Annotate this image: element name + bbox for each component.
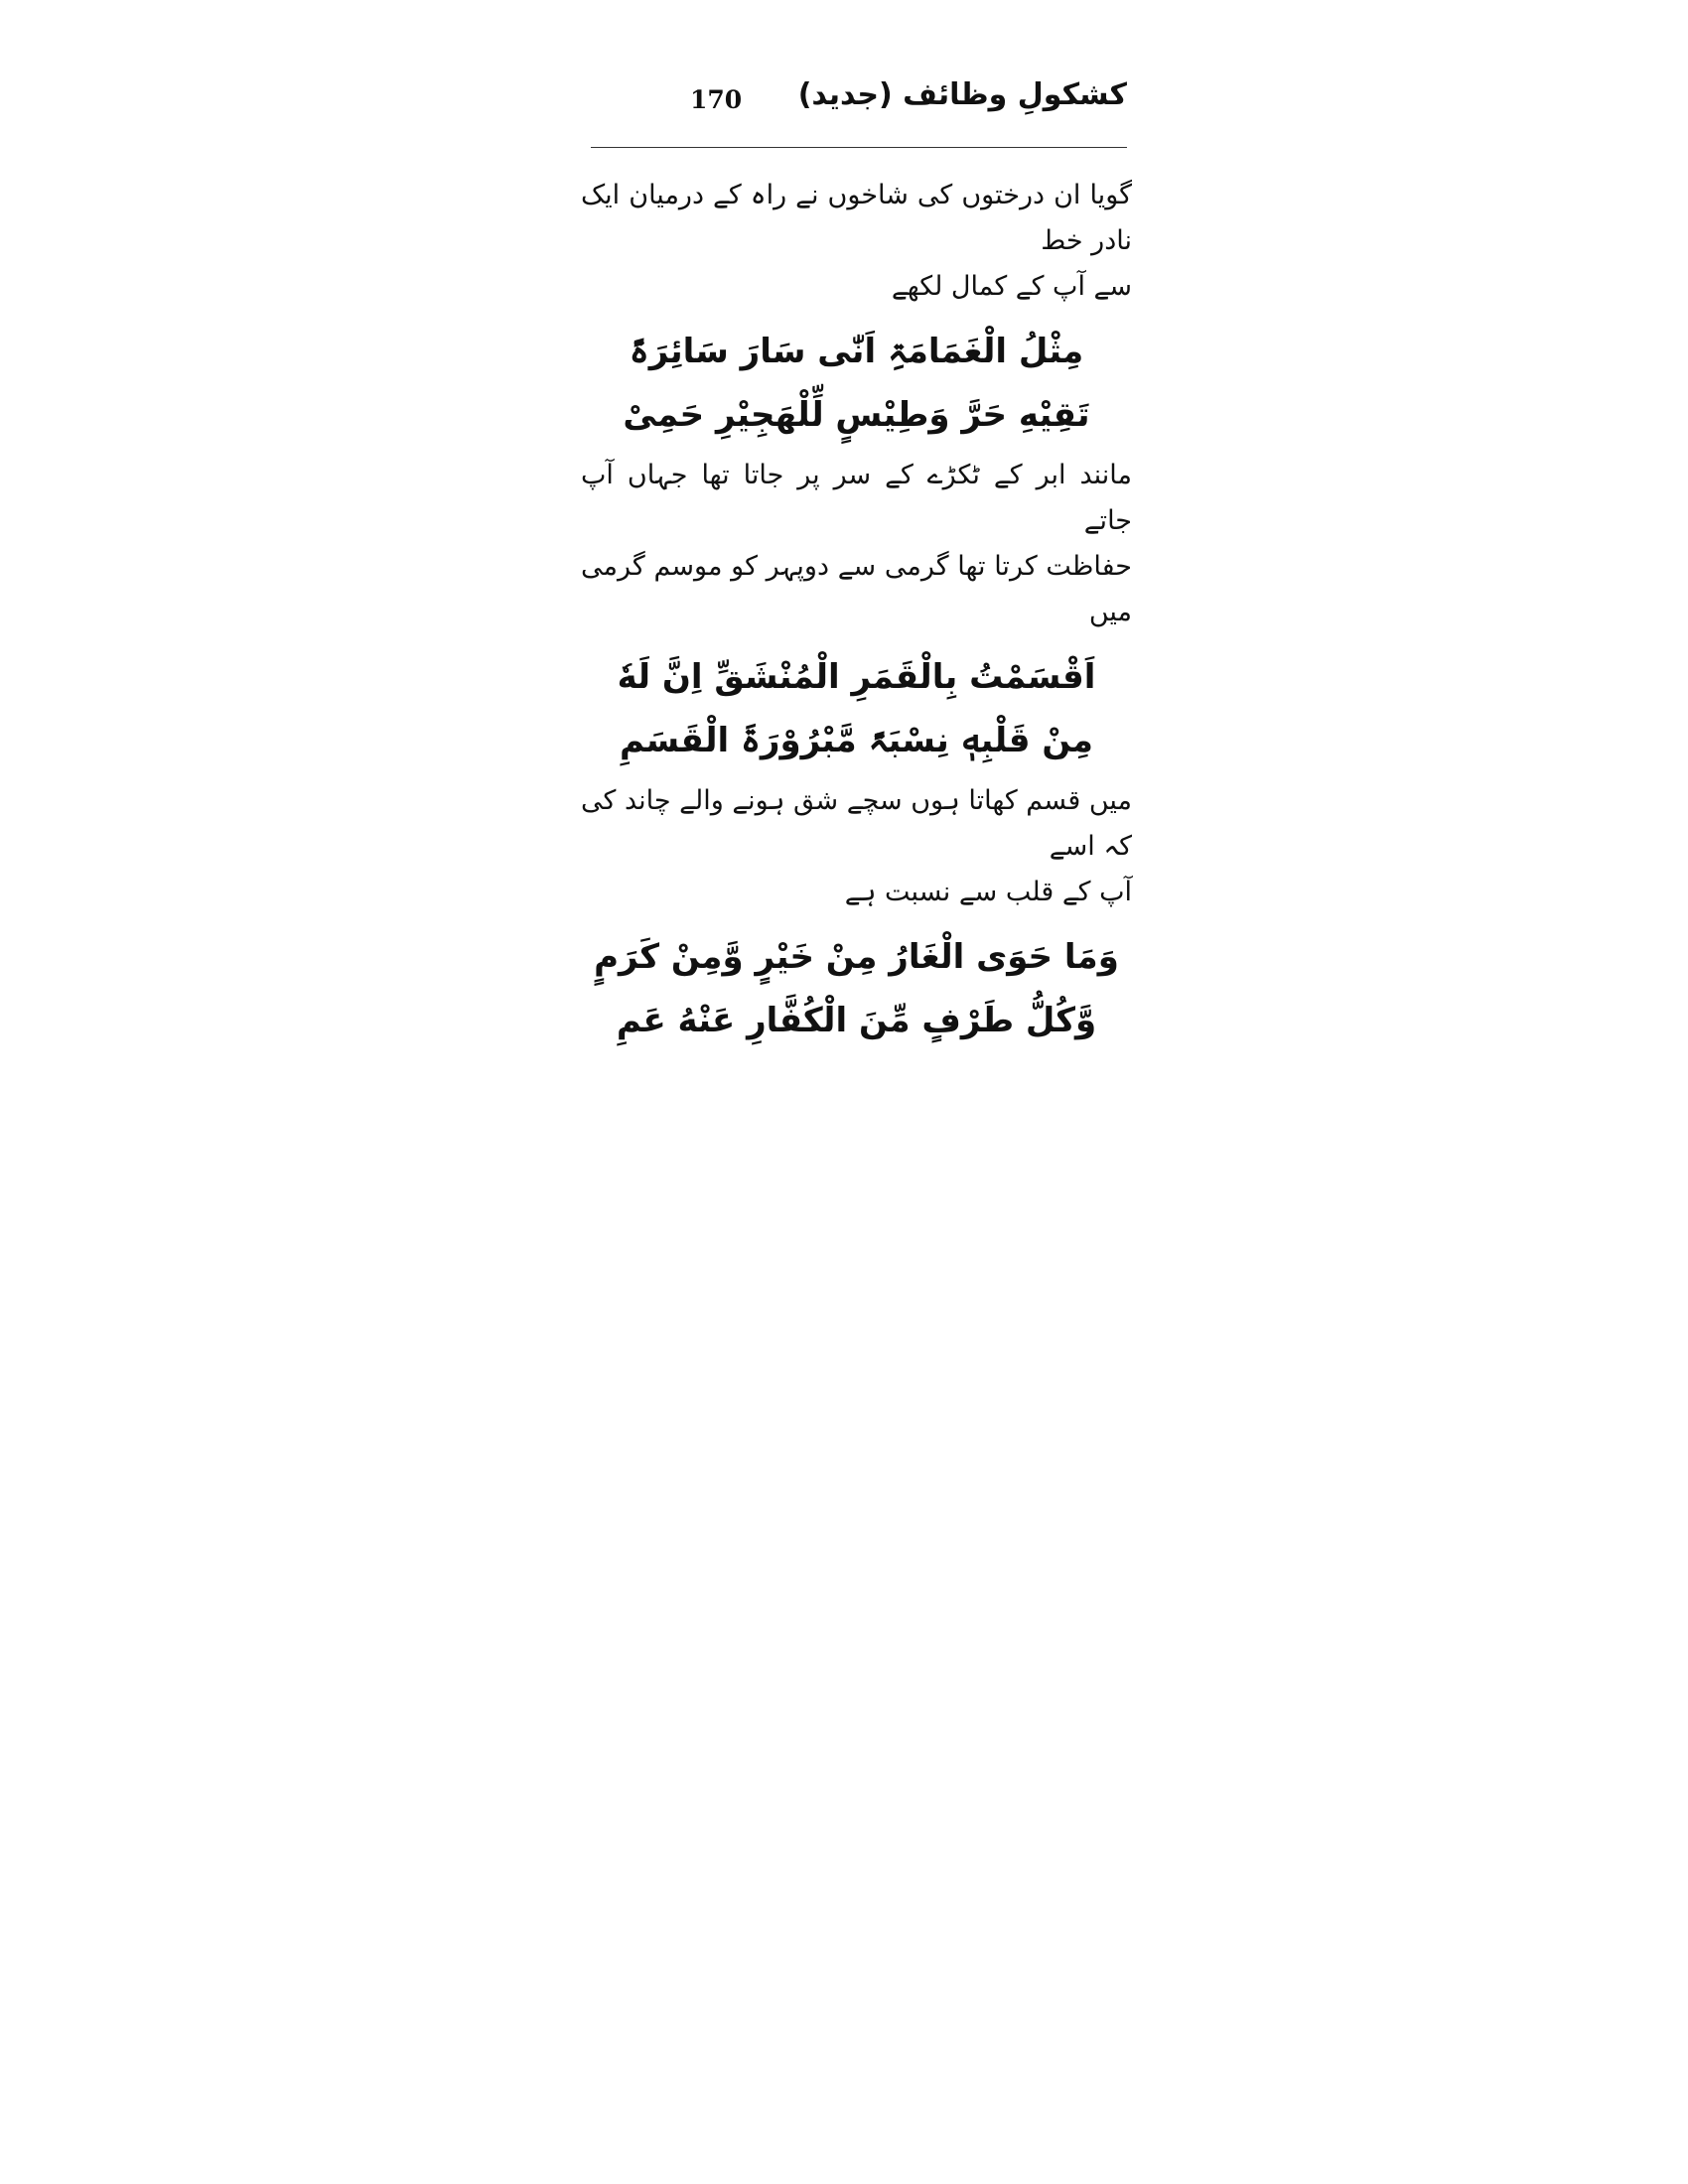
- prose-line: سے آپ کے کمال لکھے: [891, 271, 1132, 302]
- prose-paragraph: [581, 453, 1132, 635]
- prose-line: گویا ان درختوں کی شاخوں نے راہ کے درمیان ایک نادر خط: [581, 180, 1132, 256]
- prose-line: حفاظت کرتا تھا گرمی سے دوپہر کو موسم گرمی میں: [581, 551, 1132, 627]
- verse-line: وَمَا حَوَی الْغَارُ مِنْ خَیْرٍ وَّمِنْ کَرَمٍ: [594, 937, 1119, 977]
- prose-line: میں قسم کھاتا ہوں سچے شق ہونے والے چاند کی کہ اسے: [581, 785, 1132, 862]
- arabic-verse: [581, 925, 1132, 1052]
- prose-line: آپ کے قلب سے نسبت ہے: [844, 877, 1132, 907]
- arabic-verse: [581, 645, 1132, 772]
- running-title: کشکولِ وظائف (جدید): [797, 77, 1127, 112]
- page-header: [591, 77, 1127, 137]
- header-divider: [591, 147, 1127, 148]
- page-number: 170: [690, 85, 743, 114]
- verse-line: وَّکُلُّ طَرْفٍ مِّنَ الْکُفَّارِ عَنْهُ عَمِ: [616, 1001, 1097, 1040]
- prose-paragraph: [581, 173, 1132, 310]
- prose-line: مانند ابر کے ٹکڑے کے سر پر جاتا تھا جہاں آپ جاتے: [581, 460, 1132, 536]
- prose-paragraph: [581, 778, 1132, 915]
- verse-line: مِنْ قَلْبِهٖ نِسْبَۃً مَّبْرُوْرَۃَ الْقَسَمِ: [620, 721, 1093, 760]
- verse-line: مِثْلُ الْغَمَامَۃِ اَنّٰی سَارَ سَائِرَۃً: [629, 332, 1084, 371]
- verse-line: تَقِیْهِ حَرَّ وَطِیْسٍ لِّلْهَجِیْرِ حَمِیْ: [623, 395, 1090, 435]
- verse-line: اَقْسَمْتُ بِالْقَمَرِ الْمُنْشَقِّ اِنَّ لَهٗ: [617, 657, 1096, 697]
- page-body: [581, 171, 1132, 1058]
- arabic-verse: [581, 320, 1132, 447]
